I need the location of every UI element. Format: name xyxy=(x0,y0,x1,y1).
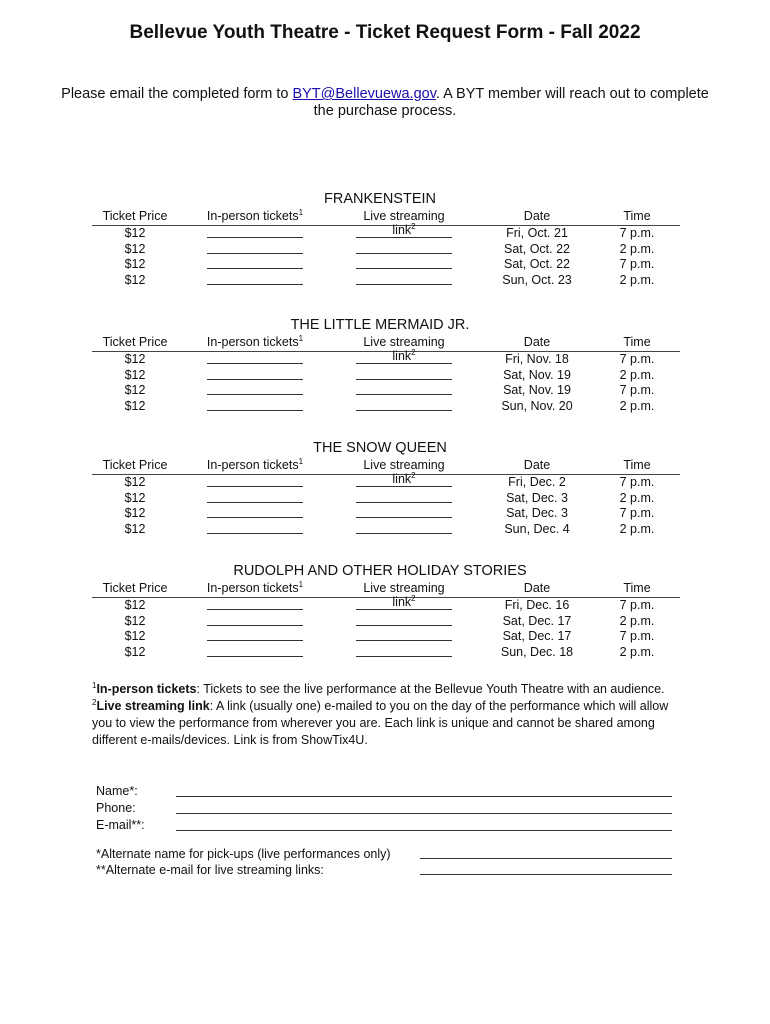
header-ticket-price: Ticket Price xyxy=(102,209,168,223)
performance-date: Sat, Dec. 17 xyxy=(502,613,572,628)
show-title: FRANKENSTEIN xyxy=(324,191,436,207)
header-in-person-sup: 1 xyxy=(298,456,304,466)
header-live-label: Live streaming link xyxy=(363,581,445,609)
header-in-person-label: In-person tickets xyxy=(206,581,299,595)
table-row xyxy=(92,475,680,491)
performance-time: 7 p.m. xyxy=(619,475,655,489)
show-title: THE SNOW QUEEN xyxy=(313,440,447,456)
alt-name-field[interactable] xyxy=(420,858,672,859)
alt-email-row xyxy=(96,863,676,879)
live-stream-quantity-field[interactable] xyxy=(354,368,454,383)
in-person-quantity-field[interactable] xyxy=(206,226,304,241)
ticket-price: $12 xyxy=(124,273,146,288)
footnote-2-text: : A link (usually one) e-mailed to you on the day of the performance which will allow you to view the performance from wherever you are. Each link is unique and cannot be shared among different e-mails/devices. Link is from ShowTix4U. xyxy=(92,699,669,747)
alternates-section xyxy=(96,847,676,879)
performance-date: Sat, Oct. 22 xyxy=(503,257,570,272)
live-stream-quantity-field[interactable] xyxy=(354,614,454,629)
in-person-quantity-field[interactable] xyxy=(206,491,304,506)
in-person-quantity-field[interactable] xyxy=(206,614,304,629)
header-time: Time xyxy=(623,209,651,223)
in-person-quantity-field[interactable] xyxy=(206,352,304,367)
header-ticket-price: Ticket Price xyxy=(102,335,168,349)
in-person-quantity-field[interactable] xyxy=(206,475,304,490)
table-row xyxy=(92,226,680,242)
performance-date: Fri, Oct. 21 xyxy=(506,226,568,240)
live-stream-quantity-field[interactable] xyxy=(354,491,454,506)
contact-section xyxy=(96,784,676,835)
ticket-price: $12 xyxy=(124,352,146,366)
email-row xyxy=(96,818,676,835)
performance-date: Sat, Dec. 17 xyxy=(502,629,572,644)
performance-date: Fri, Nov. 18 xyxy=(505,352,569,366)
live-stream-quantity-field[interactable] xyxy=(354,629,454,644)
performance-date: Sat, Nov. 19 xyxy=(503,383,571,398)
show-block xyxy=(92,563,680,661)
ticket-price: $12 xyxy=(124,383,146,398)
header-date: Date xyxy=(523,458,551,472)
performance-time: 2 p.m. xyxy=(619,645,655,660)
performance-date: Sun, Dec. 4 xyxy=(504,522,570,537)
table-row xyxy=(92,368,680,384)
performance-time: 7 p.m. xyxy=(619,226,655,240)
live-stream-quantity-field[interactable] xyxy=(354,399,454,414)
header-in-person xyxy=(206,335,304,349)
footnote-1 xyxy=(92,681,682,698)
header-live-label: Live streaming link xyxy=(363,458,445,486)
live-stream-quantity-field[interactable] xyxy=(354,506,454,521)
footnote-1-term: In-person tickets xyxy=(96,682,197,696)
phone-label: Phone: xyxy=(96,801,136,815)
intro-before: Please email the completed form to xyxy=(61,86,293,102)
header-live-sup: 2 xyxy=(411,221,416,231)
performance-date: Fri, Dec. 16 xyxy=(504,598,570,612)
in-person-quantity-field[interactable] xyxy=(206,506,304,521)
header-time: Time xyxy=(623,335,651,349)
ticket-price: $12 xyxy=(124,522,146,537)
table-row xyxy=(92,257,680,273)
email-label: E-mail**: xyxy=(96,818,145,832)
email-link[interactable]: BYT@Bellevuewa.gov xyxy=(292,86,436,102)
live-stream-quantity-field[interactable] xyxy=(354,383,454,398)
table-row xyxy=(92,522,680,538)
alt-email-label: **Alternate e-mail for live streaming links: xyxy=(96,863,324,877)
footnote-2-marker: 2 xyxy=(92,697,97,707)
ticket-price: $12 xyxy=(124,490,146,505)
ticket-price: $12 xyxy=(124,598,146,612)
in-person-quantity-field[interactable] xyxy=(206,273,304,288)
header-date: Date xyxy=(523,209,551,223)
table-row xyxy=(92,645,680,661)
form-title: Bellevue Youth Theatre - Ticket Request Form - Fall 2022 xyxy=(129,22,641,43)
performance-time: 7 p.m. xyxy=(619,352,655,366)
header-in-person-sup: 1 xyxy=(298,207,304,217)
table-row xyxy=(92,491,680,507)
alt-name-row xyxy=(96,847,676,863)
in-person-quantity-field[interactable] xyxy=(206,522,304,537)
performance-time: 2 p.m. xyxy=(619,399,655,414)
header-in-person-sup: 1 xyxy=(298,333,304,343)
performance-date: Sat, Nov. 19 xyxy=(503,367,571,382)
performance-time: 2 p.m. xyxy=(619,613,655,628)
live-stream-quantity-field[interactable] xyxy=(354,352,454,367)
header-time: Time xyxy=(623,581,651,595)
table-row xyxy=(92,242,680,258)
header-in-person xyxy=(206,209,304,223)
ticket-price: $12 xyxy=(124,629,146,644)
alt-name-label: *Alternate name for pick-ups (live performances only) xyxy=(96,847,391,861)
header-ticket-price: Ticket Price xyxy=(102,458,168,472)
phone-row xyxy=(96,801,676,818)
header-in-person-label: In-person tickets xyxy=(206,458,299,472)
ticket-price: $12 xyxy=(124,645,146,660)
ticket-price: $12 xyxy=(124,475,146,489)
performance-time: 7 p.m. xyxy=(619,506,655,521)
live-stream-quantity-field[interactable] xyxy=(354,273,454,288)
ticket-price: $12 xyxy=(124,367,146,382)
performance-time: 2 p.m. xyxy=(619,273,655,288)
live-stream-quantity-field[interactable] xyxy=(354,226,454,241)
in-person-quantity-field[interactable] xyxy=(206,368,304,383)
in-person-quantity-field[interactable] xyxy=(206,645,304,660)
table-row xyxy=(92,352,680,368)
performance-time: 2 p.m. xyxy=(619,241,655,256)
name-label: Name*: xyxy=(96,784,138,798)
ticket-price: $12 xyxy=(124,399,146,414)
email-field[interactable] xyxy=(176,830,672,831)
table-row xyxy=(92,629,680,645)
performance-time: 7 p.m. xyxy=(619,629,655,644)
performance-time: 7 p.m. xyxy=(619,383,655,398)
ticket-price: $12 xyxy=(124,506,146,521)
table-row xyxy=(92,273,680,289)
live-stream-quantity-field[interactable] xyxy=(354,475,454,490)
in-person-quantity-field[interactable] xyxy=(206,629,304,644)
header-live-sup: 2 xyxy=(411,347,416,357)
live-stream-quantity-field[interactable] xyxy=(354,242,454,257)
header-in-person xyxy=(206,458,304,472)
header-date: Date xyxy=(523,335,551,349)
ticket-price: $12 xyxy=(124,241,146,256)
show-title: THE LITTLE MERMAID JR. xyxy=(290,317,470,333)
header-in-person-label: In-person tickets xyxy=(206,209,299,223)
ticket-price: $12 xyxy=(124,226,146,240)
header-live-label: Live streaming link xyxy=(363,209,445,237)
in-person-quantity-field[interactable] xyxy=(206,399,304,414)
live-stream-quantity-field[interactable] xyxy=(354,598,454,613)
performance-date: Sun, Nov. 20 xyxy=(501,399,573,414)
intro-text xyxy=(60,86,710,120)
header-in-person-sup: 1 xyxy=(298,579,304,589)
footnotes xyxy=(92,681,682,749)
name-row xyxy=(96,784,676,801)
header-ticket-price: Ticket Price xyxy=(102,581,168,595)
intro-after: . A BYT member will reach out to complete the purchase process. xyxy=(313,86,709,119)
show-block xyxy=(92,440,680,538)
table-row xyxy=(92,399,680,415)
performance-time: 7 p.m. xyxy=(619,598,655,612)
footnote-1-text: : Tickets to see the live performance at the Bellevue Youth Theatre with an audience. xyxy=(196,682,665,696)
footnote-2-term: Live streaming link xyxy=(96,699,210,713)
live-stream-quantity-field[interactable] xyxy=(354,522,454,537)
performance-date: Fri, Dec. 2 xyxy=(508,475,566,489)
table-row xyxy=(92,614,680,630)
table-row xyxy=(92,383,680,399)
table-row xyxy=(92,598,680,614)
show-title: RUDOLPH AND OTHER HOLIDAY STORIES xyxy=(233,563,527,579)
header-live-sup: 2 xyxy=(411,593,416,603)
performance-time: 2 p.m. xyxy=(619,367,655,382)
ticket-price: $12 xyxy=(124,613,146,628)
ticket-price: $12 xyxy=(124,257,146,272)
performance-date: Sat, Dec. 3 xyxy=(506,490,568,505)
live-stream-quantity-field[interactable] xyxy=(354,257,454,272)
in-person-quantity-field[interactable] xyxy=(206,383,304,398)
performance-date: Sat, Oct. 22 xyxy=(503,241,570,256)
performance-time: 2 p.m. xyxy=(619,490,655,505)
header-in-person xyxy=(206,581,304,595)
table-row xyxy=(92,506,680,522)
header-date: Date xyxy=(523,581,551,595)
live-stream-quantity-field[interactable] xyxy=(354,645,454,660)
in-person-quantity-field[interactable] xyxy=(206,242,304,257)
alt-email-field[interactable] xyxy=(420,874,672,875)
performance-date: Sun, Oct. 23 xyxy=(502,273,572,288)
show-block xyxy=(92,317,680,415)
header-live-sup: 2 xyxy=(411,470,416,480)
header-live-label: Live streaming link xyxy=(363,335,445,363)
footnote-1-marker: 1 xyxy=(92,680,97,690)
performance-date: Sat, Dec. 3 xyxy=(506,506,568,521)
name-field[interactable] xyxy=(176,796,672,797)
in-person-quantity-field[interactable] xyxy=(206,257,304,272)
performance-date: Sun, Dec. 18 xyxy=(500,645,574,660)
performance-time: 7 p.m. xyxy=(619,257,655,272)
footnote-2 xyxy=(92,698,682,749)
show-block xyxy=(92,191,680,289)
in-person-quantity-field[interactable] xyxy=(206,598,304,613)
header-time: Time xyxy=(623,458,651,472)
performance-time: 2 p.m. xyxy=(619,522,655,537)
header-in-person-label: In-person tickets xyxy=(206,335,299,349)
phone-field[interactable] xyxy=(176,813,672,814)
